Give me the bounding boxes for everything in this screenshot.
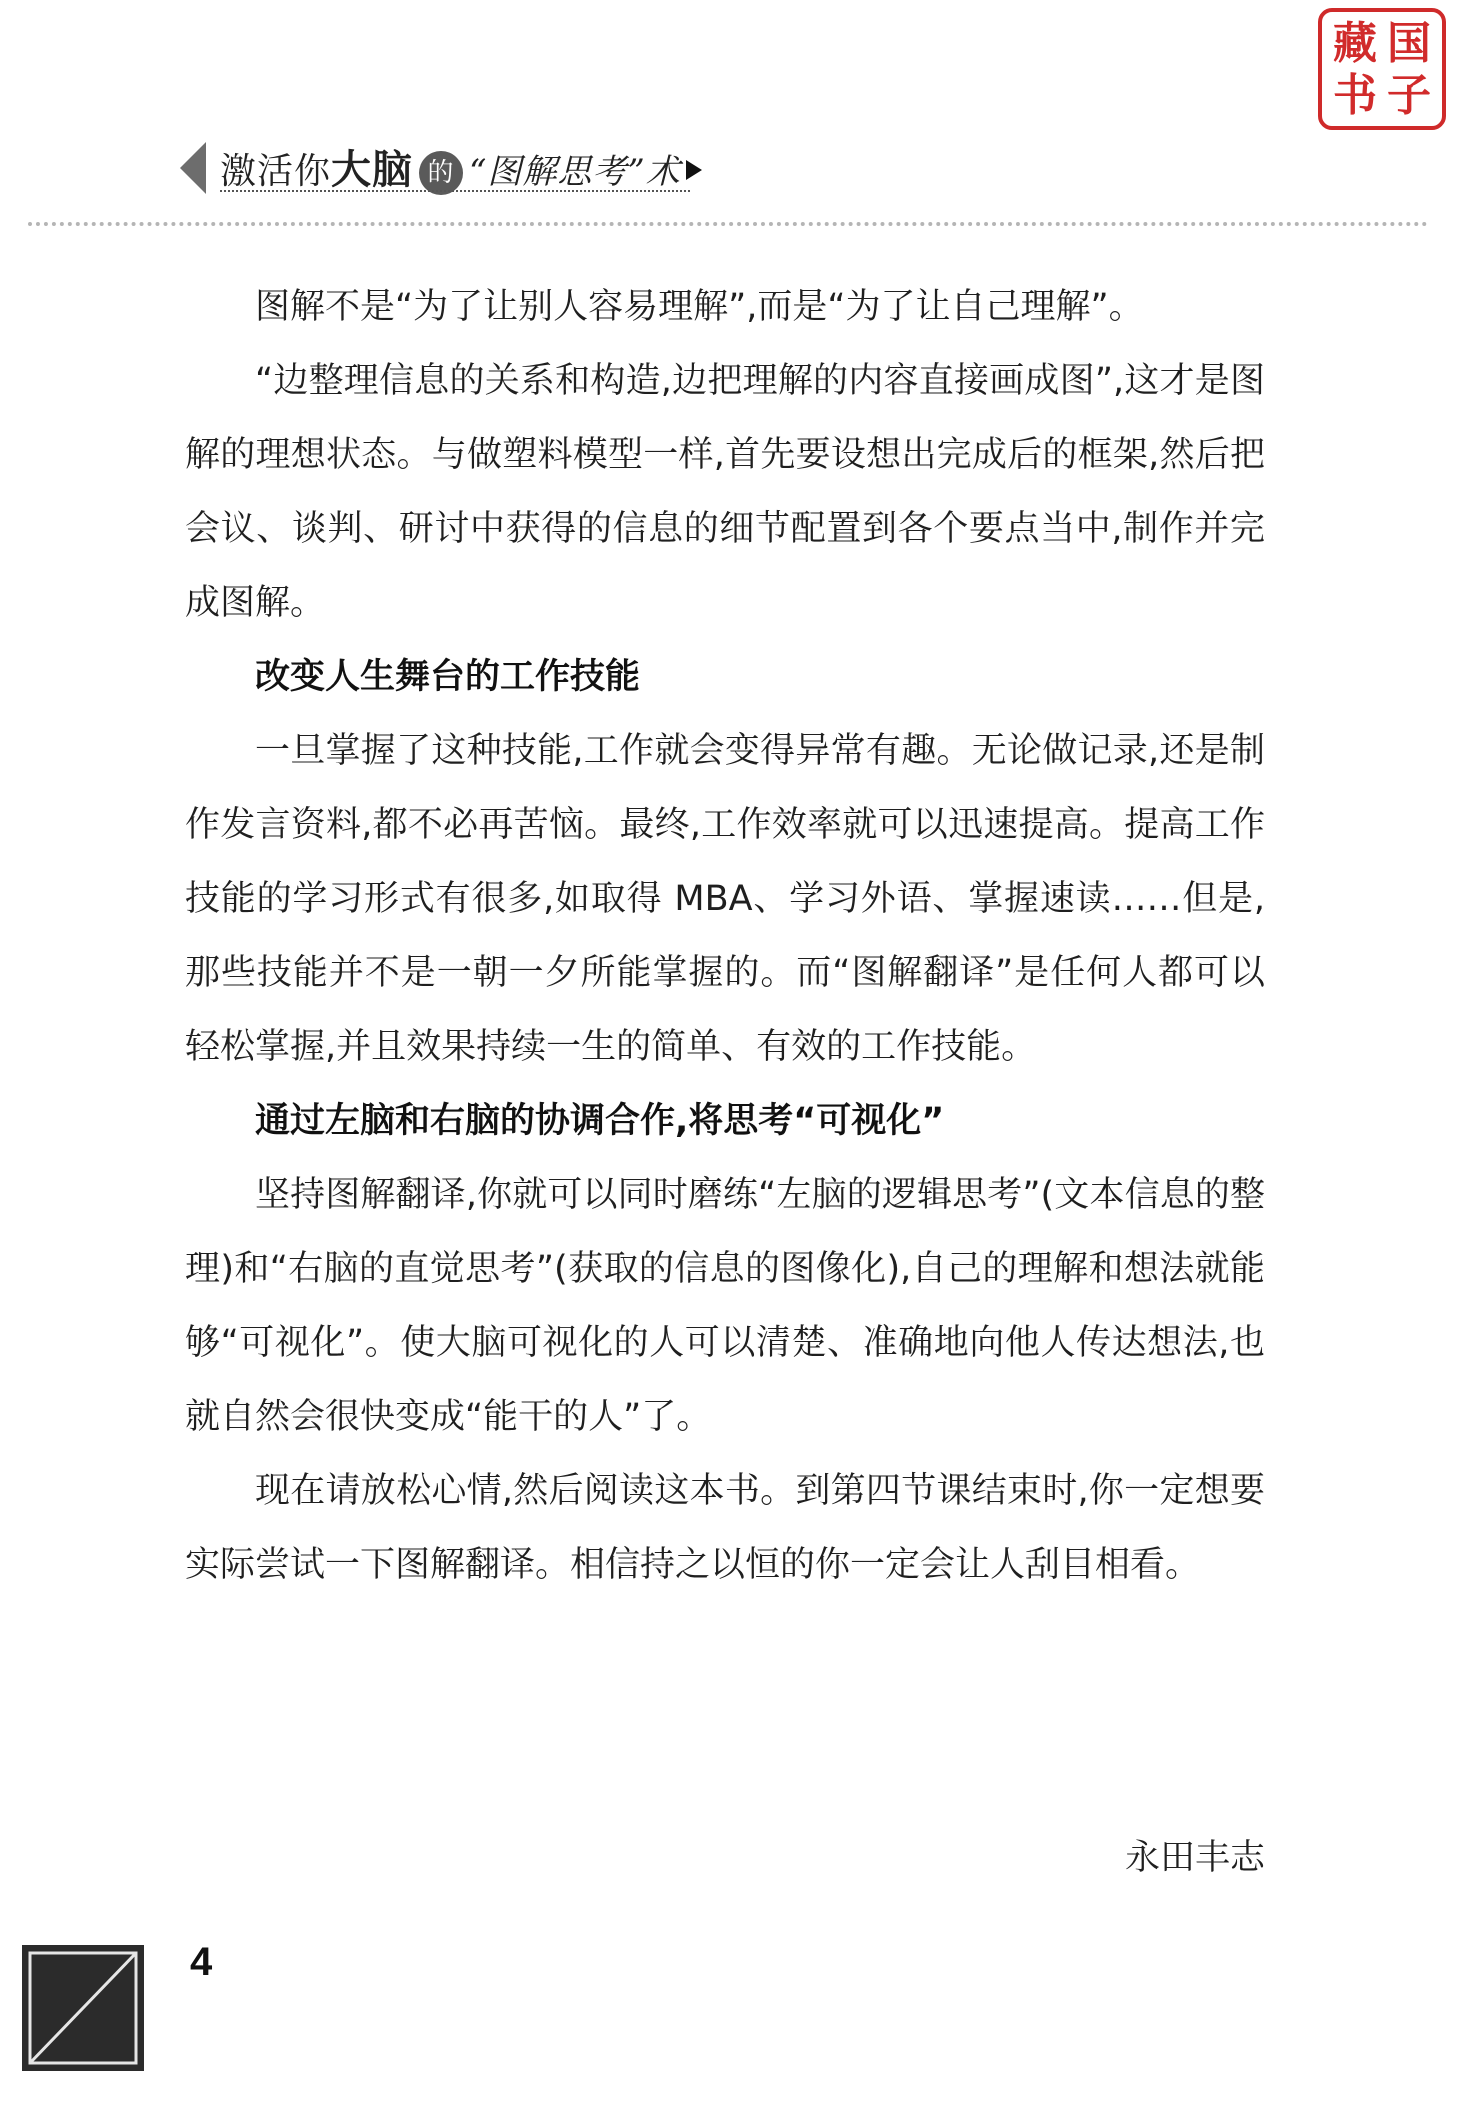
header-divider	[28, 222, 1428, 226]
seal-char-2: 国	[1387, 18, 1431, 69]
page-number: 4	[190, 1940, 213, 1984]
corner-diagonal-icon	[22, 1945, 144, 2071]
header-left-arrow-icon	[180, 142, 206, 194]
title-part-1: 激活你	[220, 151, 332, 192]
author-signature: 永田丰志	[1124, 1838, 1265, 1878]
section-heading-2: 通过左脑和右脑的协调合作,将思考“可视化”	[255, 1101, 945, 1141]
section-heading-1: 改变人生舞台的工作技能	[255, 657, 641, 697]
paragraph-5: 现在请放松心情,然后阅读这本书。到第四节课结束时,你一定想要实际尝试一下图解翻译。相信持之以恒的你一定会让人刮目相看。	[185, 1471, 1265, 1585]
seal-char-3: 书	[1333, 70, 1377, 121]
running-header	[180, 130, 740, 200]
paragraph-2: “边整理信息的关系和构造,边把理解的内容直接画成图”,这才是图解的理想状态。与做塑料模型一样,首先要设想出完成后的框架,然后把会议、谈判、研讨中获得的信息的细节配置到各个要点当中,制作并完成图解。	[185, 361, 1265, 623]
header-dotted-underline	[220, 190, 690, 192]
page-corner-decoration	[22, 1945, 144, 2071]
book-title	[220, 138, 681, 195]
page-body	[185, 270, 1265, 1602]
paragraph-4: 坚持图解翻译,你就可以同时磨练“左脑的逻辑思考”(文本信息的整理)和“右脑的直觉思考”(获取的信息的图像化),自己的理解和想法就能够“可视化”。使大脑可视化的人可以清楚、准确地向他人传达想法,也就自然会很快变成“能干的人”了。	[185, 1175, 1265, 1437]
paragraph-1: 图解不是“为了让别人容易理解”,而是“为了让自己理解”。	[255, 287, 1144, 327]
title-quote: “图解思考”术	[469, 152, 681, 192]
paragraph-3: 一旦掌握了这种技能,工作就会变得异常有趣。无论做记录,还是制作发言资料,都不必再苦恼。最终,工作效率就可以迅速提高。提高工作技能的学习形式有很多,如取得 MBA、学习外语、掌握速读……但是,那些技能并不是一朝一夕所能掌握的。而“图解翻译”是任何人都可以轻松掌握,并且效果持续一生的简单、有效的工作技能。	[185, 731, 1265, 1067]
seal-char-4: 子	[1387, 70, 1431, 121]
title-particle-badge: 的	[419, 151, 463, 195]
header-right-arrow-icon	[686, 160, 702, 180]
library-seal-stamp	[1318, 8, 1446, 130]
seal-char-1: 藏	[1333, 18, 1377, 69]
title-big-word: 大脑	[331, 147, 414, 193]
